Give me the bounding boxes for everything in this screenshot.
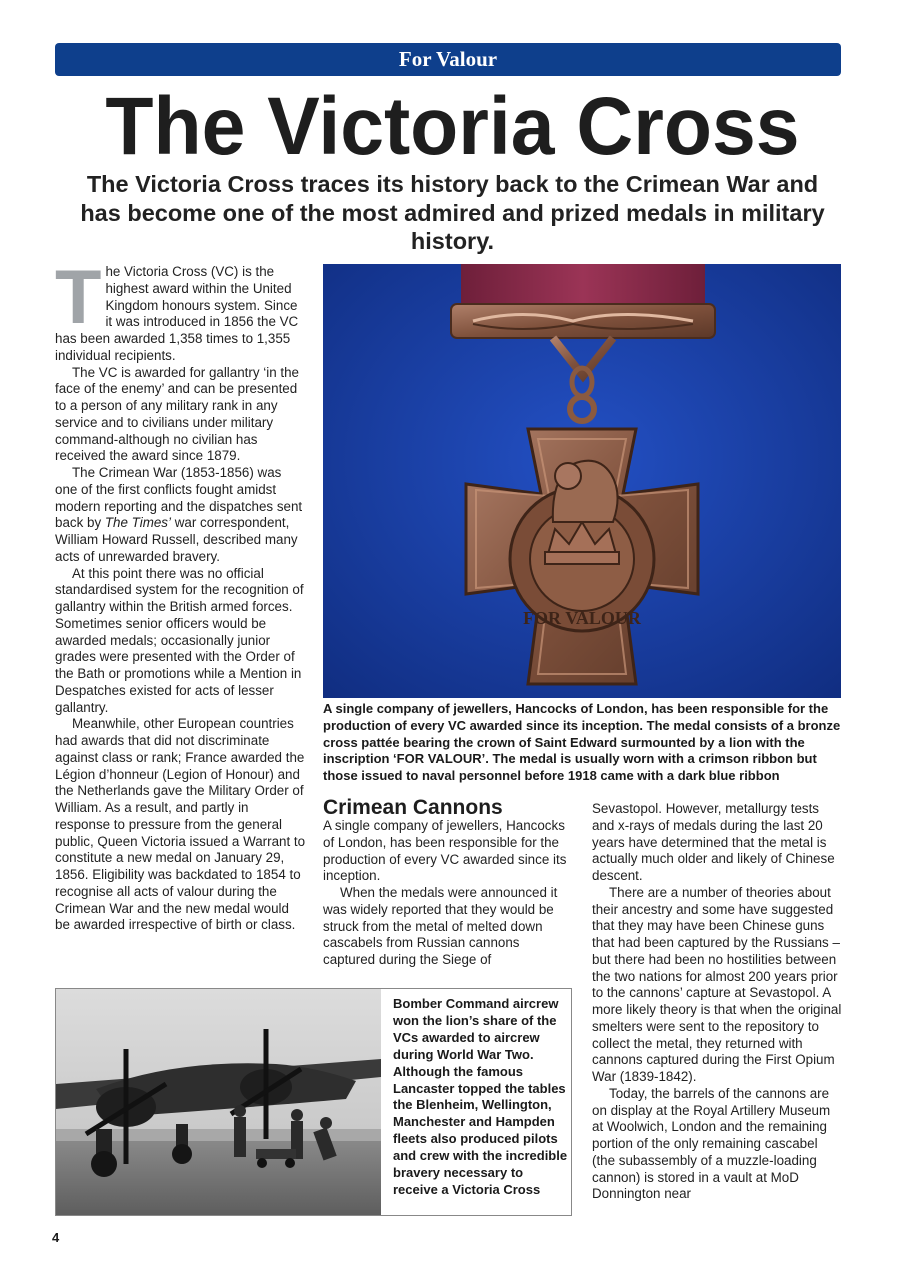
paragraph: At this point there was no official standardised system for the recognition of gallantry within the British armed forces. Sometimes senior officers would be awarded medals; occasionally junior grades were presented with the Order of the Bath or promotions while a Mention in Despatches existed for acts of lesser gallantry. (55, 565, 304, 715)
paragraph-text: The Crimean War (1853-1856) was one of the first conflicts fought amidst modern reporting and the dispatches sent back by (55, 465, 303, 531)
paragraph: Meanwhile, other European countries had awards that did not discriminate against class or rank; France awarded the Légion d’honneur (Legion of Honour) and the Netherlands gave the Military Order of William. As a result, and partly in response to pressure from the general public, Queen Victoria issued a Warrant to constitute a new medal on January 29, 1856. Eligibility was backdated to 1854 to recognise all acts of valour during the Crimean War and the new medal would be awarded irrespective of birth or class. (55, 716, 306, 933)
bomber-photo-caption: Bomber Command aircrew won the lion’s share of the VCs awarded to aircrew during World War Two. Although the famous Lancaster topped the tables the Blenheim, Wellington, Manchester and Hampden fleets also produced pilots and crew with the incredible bravery necessary to receive a Victoria Cross (393, 996, 568, 1197)
paragraph-text: war correspondent, William Howard Russell, described many acts of unrewarded bravery. (55, 515, 298, 564)
paragraph: The VC is awarded for gallantry ‘in the face of the enemy’ and can be presented to a person of any military rank in any service and to civilians under military command-although no civilian has received the award since 1879. (55, 364, 300, 464)
article-column-3 (592, 801, 842, 1203)
paragraph (55, 255, 307, 365)
drop-cap: T (55, 255, 102, 340)
bomber-photo-box (55, 988, 572, 1216)
bomber-photo (56, 989, 381, 1215)
paragraph: Sevastopol. However, metallurgy tests and x-rays of medals during the last 20 years have determined that the metal is actually much older and likely of Chinese descent. (592, 801, 835, 883)
paragraph: There are a number of theories about their ancestry and some have suggested that they may have been Chinese guns that had been captured by the Russians – but there had been no hostilities between the two nations for almost 200 years prior to the cannons’ capture at Sevastopol. A more likely theory is that when the original smelters were sent to the repository to collect the metal, they returned with cannons captured during the First Opium War (1839-1842). (592, 884, 842, 1084)
victoria-cross-medal-image (323, 264, 841, 698)
section-banner: For Valour (55, 43, 841, 76)
newspaper-name: The Times’ (104, 515, 171, 531)
page-number: 4 (52, 1230, 60, 1245)
page-title: The Victoria Cross (105, 81, 800, 172)
photo-caption: A single company of jewellers, Hancocks of London, has been responsible for the production of every VC awarded since its inception. The medal consists of a bronze cross pattée bearing the crown of Saint Edward surmounted by a lion with the inscription ‘FOR VALOUR’. The medal is usually worn with a crimson ribbon but those issued to naval personnel before 1918 came with a dark blue ribbon (323, 701, 841, 784)
section-heading: Crimean Cannons (323, 796, 503, 819)
paragraph: When the medals were announced it was widely reported that they would be struck from the metal of melted down cascabels from Russian cannons captured during the Siege of (323, 885, 558, 967)
paragraph: A single company of jewellers, Hancocks of London, has been responsible for the production of every VC awarded since its inception. (323, 818, 567, 884)
bomber-aircraft-image (56, 989, 381, 1215)
medal-inscription: FOR VALOUR (523, 608, 641, 628)
paragraph (55, 465, 307, 566)
paragraph: Today, the barrels of the cannons are on display at the Royal Artillery Museum at Woolwich, London and the remaining portion of the only remaining cascabel (the subassembly of a muzzle-loading cannon) is stored in a vault at MoD Donnington near (592, 1085, 831, 1202)
paragraph-text: he Victoria Cross (VC) is the highest award within the United Kingdom honours system. Since it was introduced in 1856 the VC has been awarded 1,358 times to 1,355 individual recipients. (55, 264, 299, 363)
article-column-1 (55, 255, 307, 934)
standfirst: The Victoria Cross traces its history back to the Crimean War and has become one of the most admired and prized medals in military history. (80, 171, 825, 254)
victoria-cross-photo (323, 264, 841, 698)
article-column-2 (323, 818, 571, 969)
